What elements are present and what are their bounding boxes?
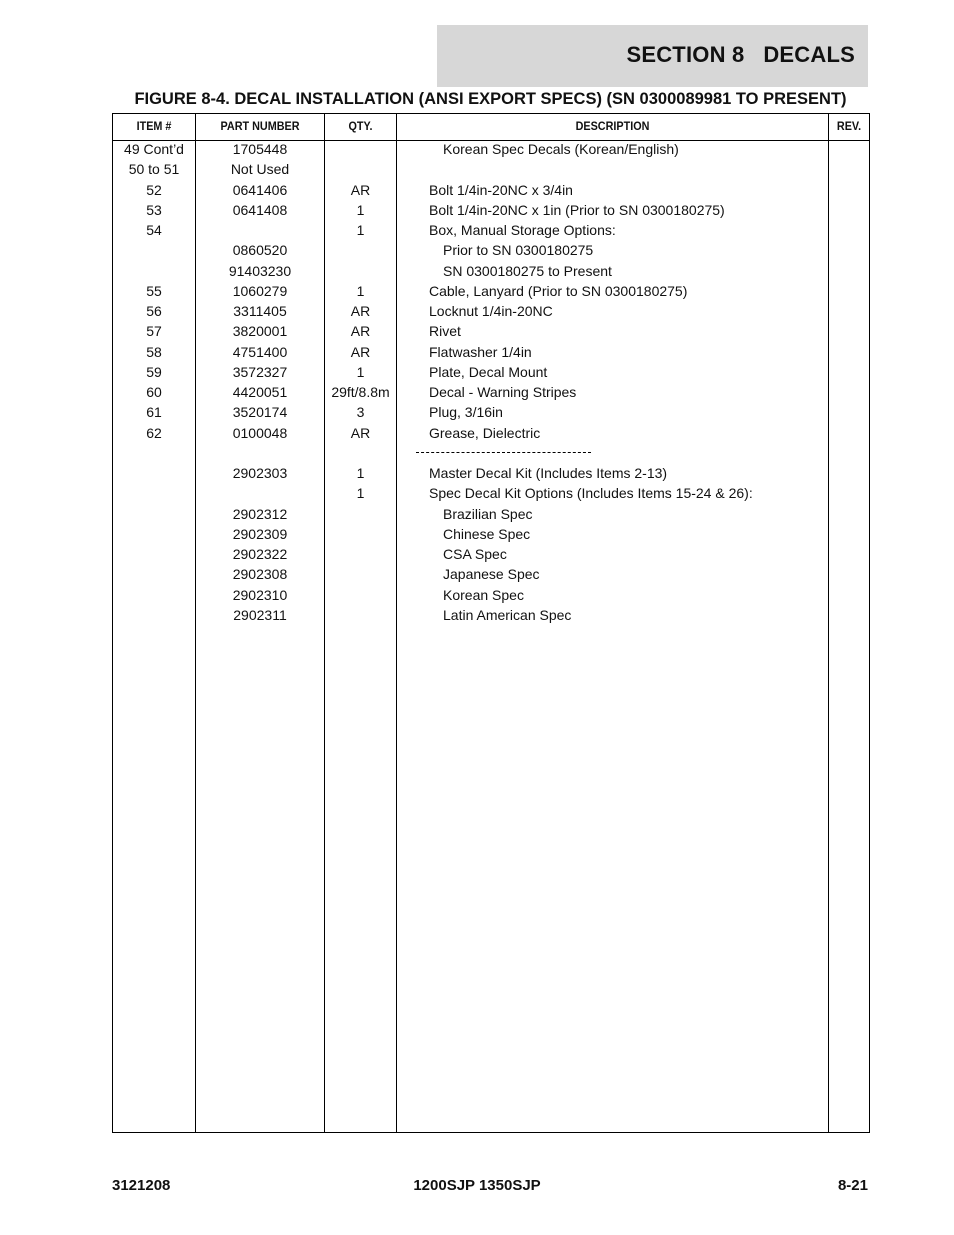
item-cell: 55: [146, 282, 162, 299]
item-cell: 54: [146, 222, 162, 238]
table-row: [113, 586, 869, 606]
column-header-description: DESCRIPTION: [575, 119, 650, 133]
description-cell: Korean Spec Decals (Korean/English): [443, 141, 679, 157]
part-number-cell: 3311405: [233, 303, 287, 319]
item-cell: 53: [146, 201, 162, 218]
part-number-cell: 2902311: [233, 606, 287, 623]
table-row: [113, 525, 869, 545]
model-names: 1200SJP 1350SJP: [413, 1177, 541, 1194]
qty-cell: 1: [356, 201, 365, 218]
item-cell: 49 Cont’d: [124, 141, 184, 157]
qty-cell: 29ft/8.8m: [331, 384, 390, 400]
part-number-cell: 3572327: [232, 363, 288, 380]
qty-cell: 3: [356, 404, 365, 421]
description-cell: Bolt 1/4in-20NC x 1in (Prior to SN 0300180275): [429, 201, 725, 218]
table-row: [113, 241, 869, 261]
description-cell: Spec Decal Kit Options (Includes Items 15-24 & 26):: [429, 485, 753, 502]
item-cell: 58: [146, 343, 162, 360]
qty-cell: 1: [356, 282, 365, 299]
description-cell: Plate, Decal Mount: [429, 363, 548, 380]
part-number-cell: 4751400: [232, 343, 288, 360]
qty-cell: 1: [356, 485, 365, 502]
section-header-box: [437, 25, 868, 87]
item-cell: 60: [146, 384, 162, 400]
separator-row: [113, 444, 869, 464]
table-row: [113, 565, 869, 585]
table-row: [113, 201, 869, 221]
table-body: [113, 140, 869, 626]
item-cell: 59: [146, 363, 162, 380]
table-row: [113, 606, 869, 626]
item-cell: 50 to 51: [128, 161, 180, 178]
part-number-cell: 4420051: [232, 384, 288, 400]
part-number-cell: 2902309: [232, 525, 288, 542]
qty-cell: AR: [350, 303, 371, 319]
part-number-cell: 2902310: [232, 586, 288, 603]
description-cell: Plug, 3/16in: [429, 404, 503, 421]
column-header-qty: QTY.: [348, 119, 373, 133]
description-cell: Japanese Spec: [443, 566, 540, 583]
item-cell: 57: [146, 323, 162, 340]
part-number-cell: 0641408: [232, 201, 288, 218]
table-row: [113, 322, 869, 342]
description-cell: Decal - Warning Stripes: [429, 384, 577, 400]
description-cell: Flatwasher 1/4in: [429, 343, 532, 360]
description-cell: Brazilian Spec: [443, 505, 533, 522]
table-row: [113, 484, 869, 504]
table-row: [113, 505, 869, 525]
table-row: [113, 140, 869, 160]
qty-cell: 1: [356, 465, 365, 481]
part-number-cell: 2902303: [232, 465, 288, 481]
figure-title: FIGURE 8-4. DECAL INSTALLATION (ANSI EXPORT SPECS) (SN 0300089981 TO PRESENT): [134, 90, 847, 108]
description-cell: SN 0300180275 to Present: [443, 262, 612, 279]
description-cell: Cable, Lanyard (Prior to SN 0300180275): [429, 282, 688, 299]
description-cell: Grease, Dielectric: [429, 424, 541, 441]
parts-table: [112, 113, 870, 1133]
qty-cell: AR: [350, 424, 371, 441]
qty-cell: AR: [350, 181, 371, 198]
description-cell: Chinese Spec: [443, 525, 531, 542]
qty-cell: 1: [356, 222, 365, 238]
table-row: [113, 424, 869, 444]
page-number: 8-21: [837, 1177, 868, 1194]
part-number-cell: 91403230: [228, 262, 292, 279]
part-number-cell: 3820001: [232, 323, 288, 340]
description-cell: CSA Spec: [443, 546, 507, 562]
description-cell: Bolt 1/4in-20NC x 3/4in: [429, 181, 573, 198]
table-row: [113, 181, 869, 201]
table-row: [113, 262, 869, 282]
column-header-item: ITEM #: [136, 119, 172, 133]
document-number: 3121208: [112, 1177, 171, 1194]
part-number-cell: 0641406: [232, 181, 288, 198]
part-number-cell: Not Used: [230, 161, 290, 178]
description-cell: Locknut 1/4in-20NC: [429, 303, 553, 319]
table-row: [113, 302, 869, 322]
item-cell: 61: [146, 404, 162, 421]
item-cell: 56: [146, 303, 162, 319]
table-row: [113, 343, 869, 363]
part-number-cell: 1060279: [232, 282, 288, 299]
part-number-cell: 1705448: [232, 141, 288, 157]
table-row: [113, 363, 869, 383]
table-row: [113, 403, 869, 423]
description-cell: Rivet: [429, 323, 461, 340]
table-row: [113, 383, 869, 403]
part-number-cell: 2902322: [232, 546, 288, 562]
table-row: [113, 160, 869, 180]
description-cell: Korean Spec: [443, 586, 524, 603]
description-cell: Box, Manual Storage Options:: [429, 222, 616, 238]
part-number-cell: 0860520: [232, 242, 288, 259]
part-number-cell: 2902312: [232, 505, 288, 522]
qty-cell: AR: [350, 323, 371, 340]
dashed-separator: [416, 452, 591, 453]
description-cell: Master Decal Kit (Includes Items 2-13): [429, 465, 668, 481]
column-header-part-number: PART NUMBER: [220, 119, 300, 133]
description-cell: Latin American Spec: [443, 606, 572, 623]
table-row: [113, 221, 869, 241]
description-cell: Prior to SN 0300180275: [443, 242, 594, 259]
part-number-cell: 3520174: [232, 404, 288, 421]
table-row: [113, 545, 869, 565]
qty-cell: AR: [350, 343, 371, 360]
part-number-cell: 2902308: [232, 566, 288, 583]
section-title: SECTION 8 DECALS: [626, 42, 855, 67]
item-cell: 62: [146, 424, 162, 441]
part-number-cell: 0100048: [232, 424, 288, 441]
table-row: [113, 282, 869, 302]
qty-cell: 1: [356, 363, 365, 380]
table-row: [113, 464, 869, 484]
item-cell: 52: [146, 181, 162, 198]
column-header-rev: REV.: [836, 119, 862, 133]
